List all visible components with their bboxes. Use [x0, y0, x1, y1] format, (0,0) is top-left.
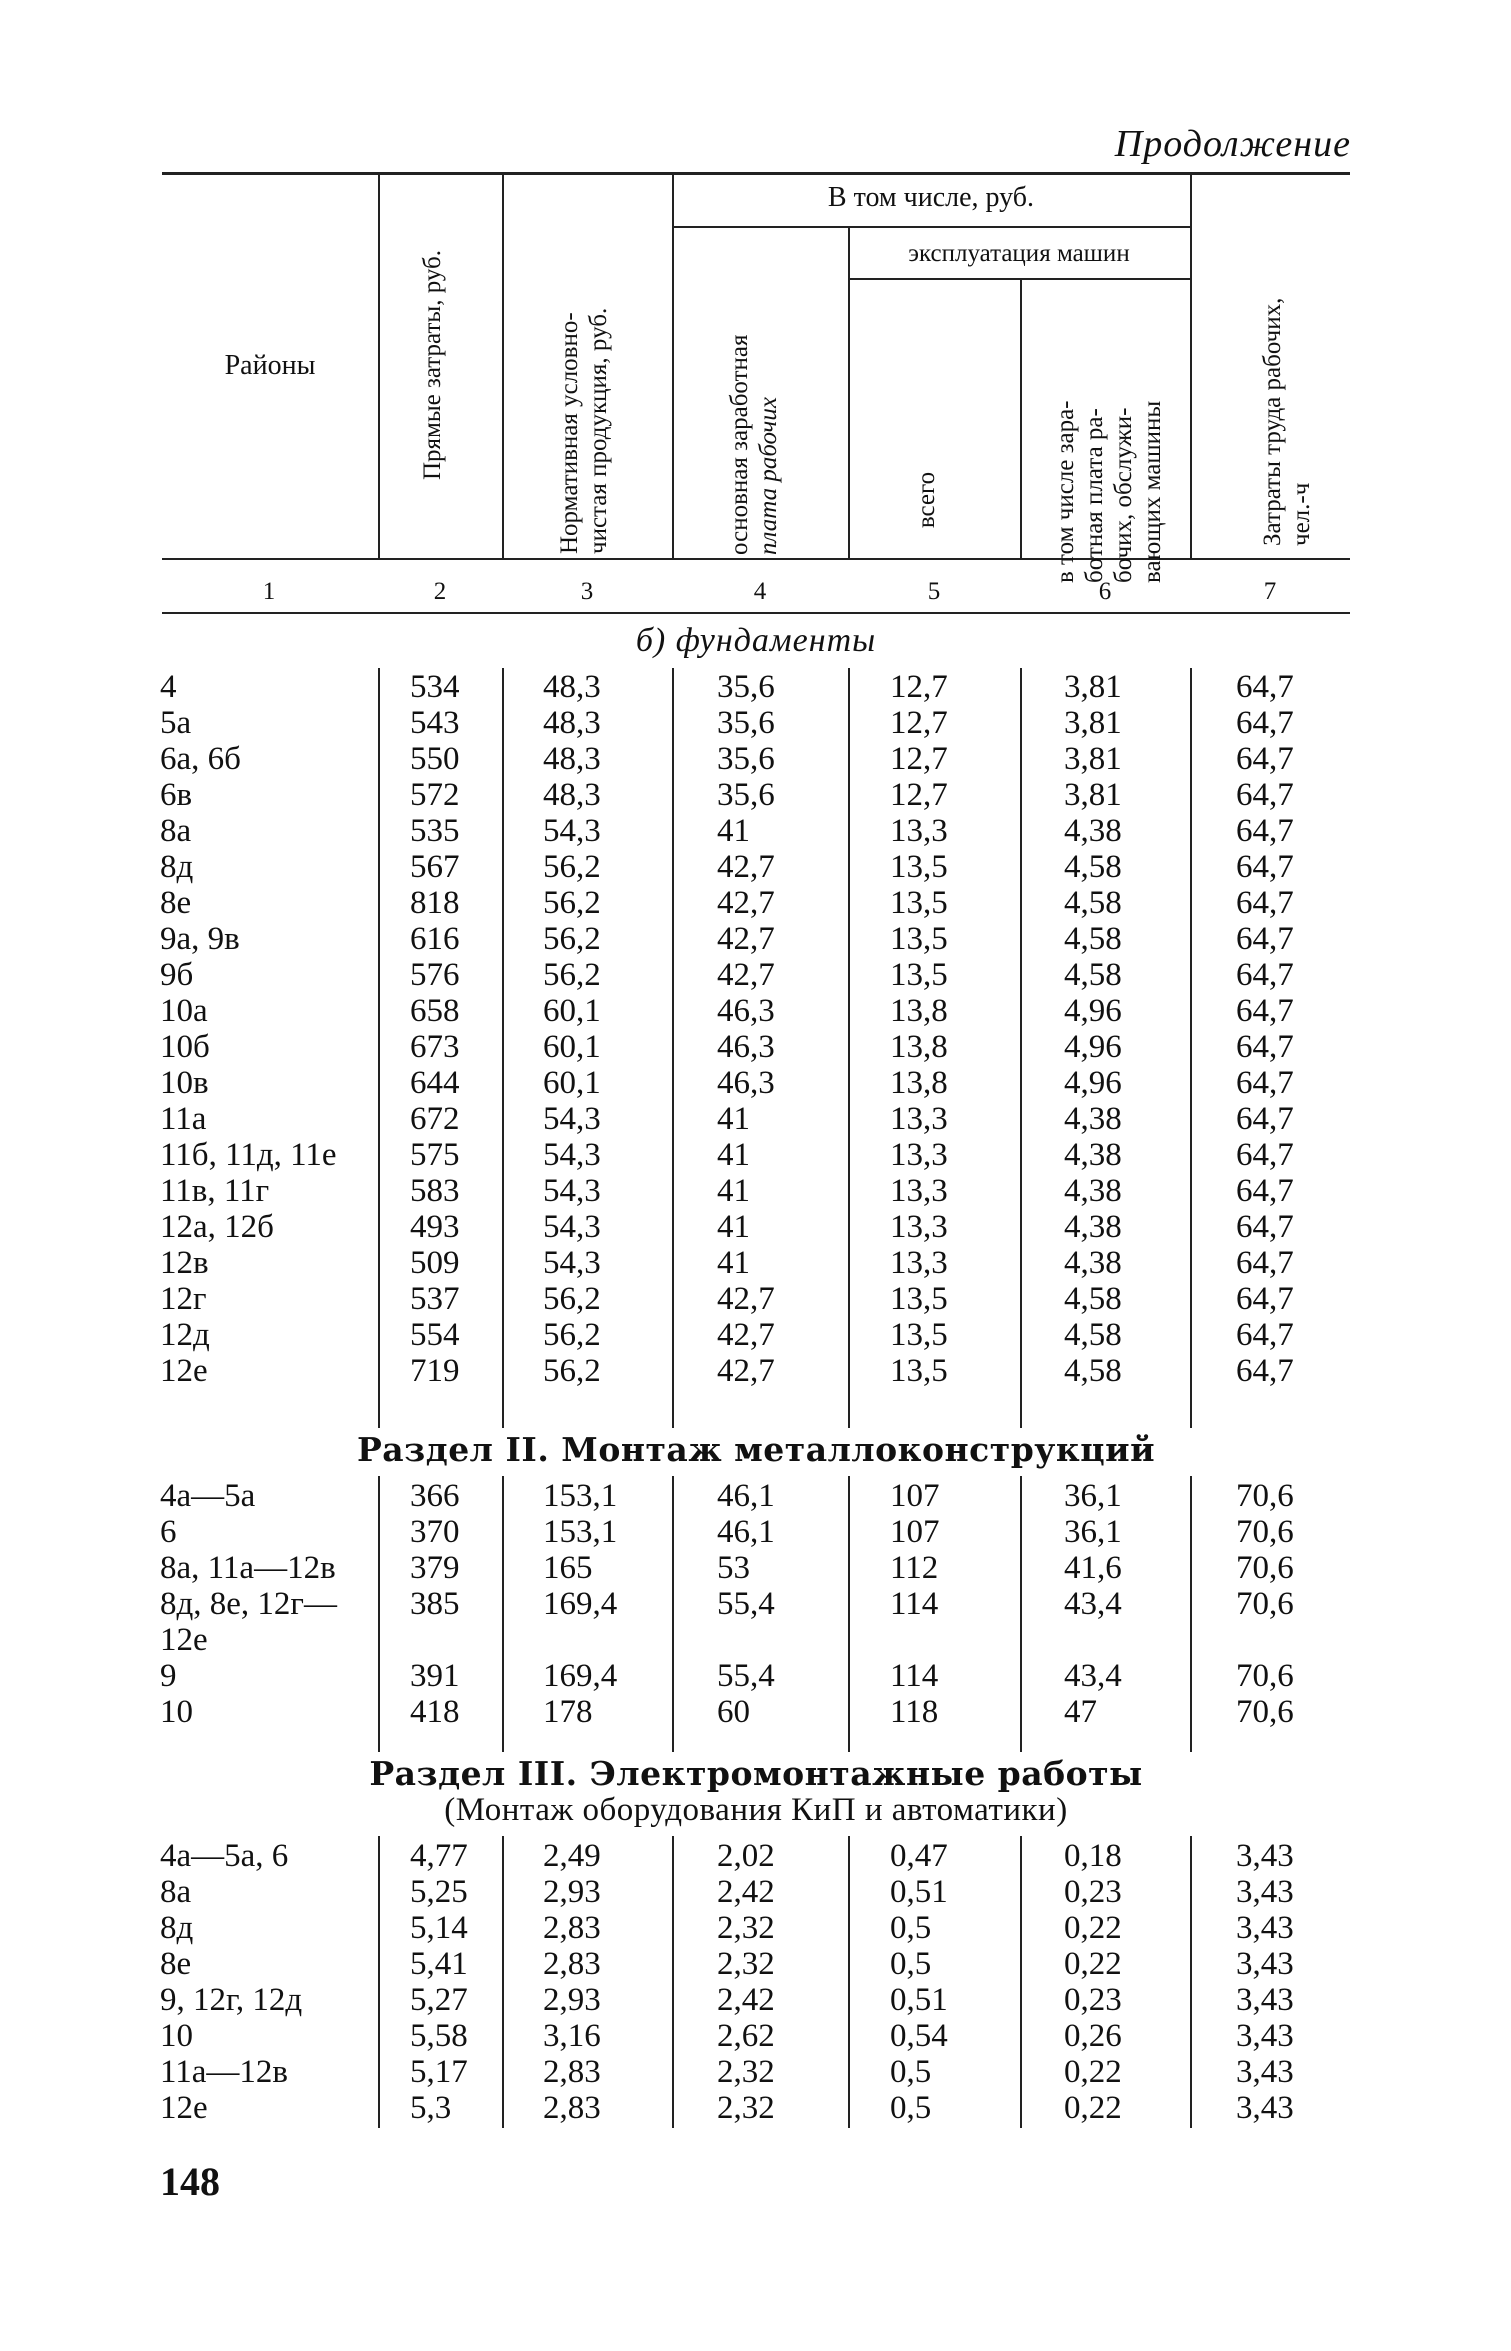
body-divider [502, 1476, 504, 1752]
header-col5: всего [913, 471, 940, 529]
header-col7: Затраты труда рабочих, чел.-ч [1259, 297, 1315, 546]
body-divider [848, 1836, 850, 2128]
body-divider [1190, 1476, 1192, 1752]
body-divider [672, 668, 674, 1428]
header-divider [1020, 280, 1022, 558]
section-title: б) фундаменты [635, 622, 877, 659]
header-group: В том числе, руб. [827, 182, 1035, 213]
header-bottom-rule [162, 558, 1350, 560]
continuation-label: Продолжение [1114, 123, 1351, 165]
header-col2: Прямые затраты, руб. [419, 249, 446, 481]
body-divider [378, 1836, 380, 2128]
body-divider [1190, 1836, 1192, 2128]
header-col3: Нормативная условно- чистая продукция, руб. [556, 307, 612, 554]
header-col1: Районы [224, 350, 316, 381]
header-subgroup: эксплуатация машин [908, 240, 1130, 267]
body-divider [848, 1476, 850, 1752]
body-divider [378, 668, 380, 1428]
body-divider [502, 668, 504, 1428]
column-number: 1 [262, 578, 276, 605]
column-number: 5 [927, 578, 941, 605]
header-col4: основная заработная плата рабочих [726, 334, 782, 555]
subgroup-rule [848, 278, 1190, 280]
section-title: Раздел III. Электромонтажные работы [369, 1754, 1143, 1793]
header-divider [378, 174, 380, 558]
numbers-bottom-rule [162, 612, 1350, 614]
body-divider [1020, 1476, 1022, 1752]
body-divider [378, 1476, 380, 1752]
body-divider [672, 1836, 674, 2128]
body-divider [502, 1836, 504, 2128]
column-number: 3 [580, 578, 594, 605]
header-divider [672, 174, 674, 558]
page-number: 148 [160, 2159, 220, 2204]
body-divider [672, 1476, 674, 1752]
body-divider [848, 668, 850, 1428]
body-divider [1020, 1836, 1022, 2128]
table-top-rule [162, 172, 1350, 175]
book-page: Продолжение Районы Прямые затраты, руб. Нормативная условно- чистая продукция, руб. В том числе, руб. основная заработная плата рабочих эксплуатация машин всего в том числе зара- ботная плата ра- бочих, обслужи- вающих машины Затраты труда рабочих, чел.-ч 1 2 3 4 5 6 7 б) фундаменты Раздел II. Монтаж металлоконструкций Раздел III. Электромонтажные работы (Монтаж оборудования КиП и автоматики) 4 534 48,3 35,6 12,7 3,81 64,7 5а 543 48,3 35,6 12,7 3,81 64,7 6а, 6б 550 48,3 35,6 12,7 3,81 64,7 6в 572 48,3 35,6 12,7 3,81 64,7 8а 535 54,3 41 13,3 4,38 64,7 8д 567 56,2 42,7 13,5 4,58 64,7 8е 818 56,2 42,7 13,5 4,58 64,7 9а, 9в 616 56,2 42,7 13,5 4,58 64,7 9б 576 56,2 42,7 13,5 4,58 64,7 10а 658 60,1 46,3 13,8 4,96 64,7 10б 673 60,1 46,3 13,8 4,96 64,7 10в 644 60,1 46,3 13,8 4,96 64,7 11а 672 54,3 41 13,3 4,38 64,7 11б, 11д, 11е 575 54,3 41 13,3 4,38 64,7 11в, 11г 583 54,3 41 13,3 4,38 64,7 12а, 12б 493 54,3 41 13,3 4,38 64,7 12в 509 54,3 41 13,3 4,38 64,7 12г 537 56,2 42,7 13,5 4,58 64,7 12д 554 56,2 42,7 13,5 4,58 64,7 12е 719 56,2 42,7 13,5 4,58 64,7 4а—5а 366 153,1 46,1 107 36,1 70,6 6 370 153,1 46,1 107 36,1 70,6 8а, 11а—12в 379 165 53 112 41,6 70,6 8д, 8е, 12г— 385 169,4 55,4 114 43,4 70,6 12е 9 391 169,4 55,4 114 43,4 70,6 10 418 178 60 118 47 70,6 4а—5а, 6 4,77 2,49 2,02 0,47 0,18 3,43 8а 5,25 2,93 2,42 0,51 0,23 3,43 8д 5,14 2,83 2,32 0,5 0,22 3,43 8е 5,41 2,83 2,32 0,5 0,22 3,43 9, 12г, 12д 5,27 2,93 2,42 0,51 0,23 3,43 10 5,58 3,16 2,62 0,54 0,26 3,43 11а—12в 5,17 2,83 2,32 0,5 0,22 3,43 12е 5,3 2,83 2,32 0,5 0,22 3,43 148 [160, 123, 1351, 2204]
header-divider [502, 174, 504, 558]
column-number: 6 [1098, 578, 1112, 605]
section-subtitle: (Монтаж оборудования КиП и автоматики) [444, 1792, 1068, 1828]
column-number: 7 [1263, 578, 1277, 605]
column-number: 2 [433, 578, 447, 605]
body-divider [1020, 668, 1022, 1428]
header-divider [1190, 174, 1192, 558]
section-title: Раздел II. Монтаж металлоконструкций [356, 1430, 1156, 1469]
header-col6: в том числе зара- ботная плата ра- бочих, обслужи- вающих машины [1052, 400, 1166, 583]
body-divider [1190, 668, 1192, 1428]
column-number: 4 [753, 578, 767, 605]
header-divider [848, 228, 850, 558]
